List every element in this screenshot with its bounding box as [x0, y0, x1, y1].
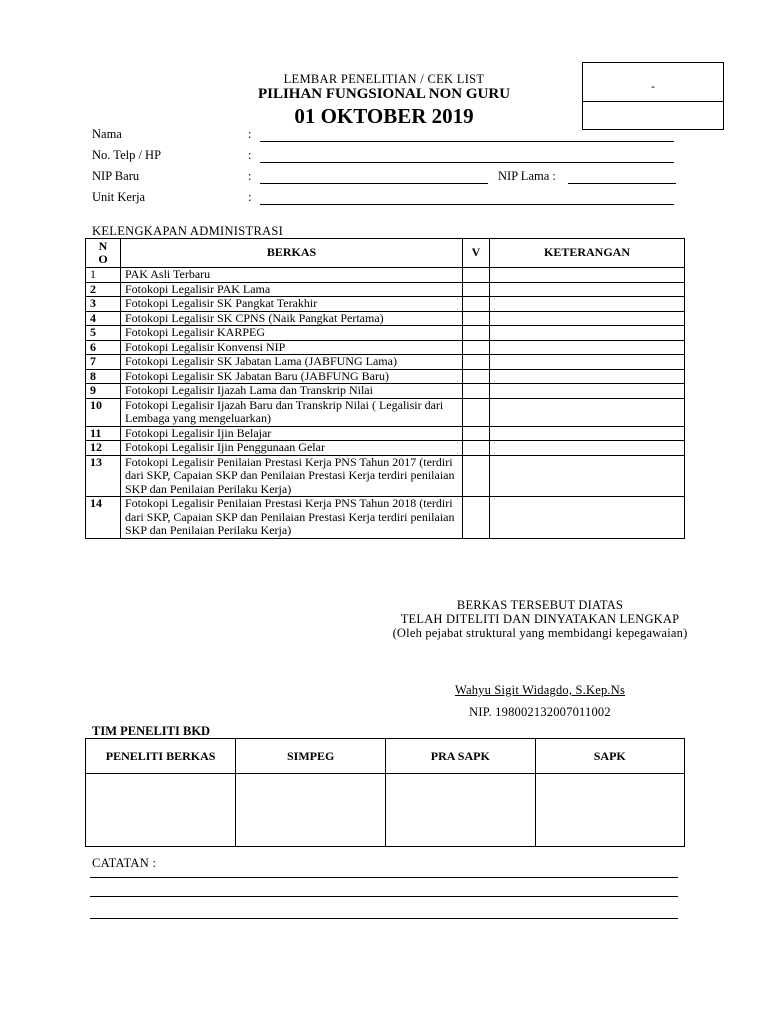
nip-lama-line[interactable] [568, 169, 676, 184]
row-berkas: Fotokopi Legalisir Konvensi NIP [121, 340, 463, 355]
field-unit-kerja[interactable] [92, 190, 692, 208]
row-keterangan-cell[interactable] [490, 455, 685, 497]
team-col-peneliti: PENELITI BERKAS [86, 739, 236, 774]
checklist-table [85, 238, 685, 539]
row-keterangan-cell[interactable] [490, 384, 685, 399]
row-keterangan-cell[interactable] [490, 311, 685, 326]
row-check-cell[interactable] [463, 326, 490, 341]
field-telp-label: No. Telp / HP [92, 148, 162, 162]
row-berkas: Fotokopi Legalisir PAK Lama [121, 282, 463, 297]
team-col-prasapk: PRA SAPK [386, 739, 535, 774]
row-no: 10 [86, 398, 121, 426]
row-check-cell[interactable] [463, 297, 490, 312]
row-keterangan-cell[interactable] [490, 340, 685, 355]
field-nip-baru[interactable] [92, 169, 692, 187]
row-no: 11 [86, 426, 121, 441]
row-check-cell[interactable] [463, 311, 490, 326]
field-colon: : [248, 169, 252, 183]
row-keterangan-cell[interactable] [490, 398, 685, 426]
code-box-value: - [583, 63, 723, 102]
notes-line[interactable] [90, 877, 678, 878]
row-check-cell[interactable] [463, 441, 490, 456]
row-berkas: Fotokopi Legalisir KARPEG [121, 326, 463, 341]
row-check-cell[interactable] [463, 426, 490, 441]
row-keterangan-cell[interactable] [490, 297, 685, 312]
row-no: 5 [86, 326, 121, 341]
table-row [86, 497, 685, 539]
section-title: KELENGKAPAN ADMINISTRASI [92, 224, 284, 238]
field-unit-kerja-label: Unit Kerja [92, 190, 146, 204]
row-keterangan-cell[interactable] [490, 282, 685, 297]
table-row [86, 268, 685, 283]
row-berkas: Fotokopi Legalisir Ijazah Lama dan Transkrip Nilai [121, 384, 463, 399]
row-berkas: Fotokopi Legalisir SK Jabatan Lama (JABFUNG Lama) [121, 355, 463, 370]
team-title: TIM PENELITI BKD [92, 724, 211, 738]
header-berkas: BERKAS [121, 239, 463, 268]
field-colon: : [248, 190, 252, 204]
row-berkas: Fotokopi Legalisir SK CPNS (Naik Pangkat Pertama) [121, 311, 463, 326]
team-col-simpeg: SIMPEG [236, 739, 386, 774]
team-sign-row [86, 774, 685, 847]
field-colon: : [248, 127, 252, 141]
table-row [86, 426, 685, 441]
row-keterangan-cell[interactable] [490, 355, 685, 370]
row-berkas: Fotokopi Legalisir SK Jabatan Baru (JABFUNG Baru) [121, 369, 463, 384]
team-sign-simpeg[interactable] [236, 774, 386, 847]
row-berkas: Fotokopi Legalisir Ijin Penggunaan Gelar [121, 441, 463, 456]
nama-line[interactable] [260, 127, 674, 142]
team-table [85, 738, 685, 847]
row-no: 6 [86, 340, 121, 355]
form-date: 01 OKTOBER 2019 [294, 104, 474, 128]
signer-name: Wahyu Sigit Widagdo, S.Kep.Ns [454, 683, 626, 697]
row-no: 12 [86, 441, 121, 456]
row-keterangan-cell[interactable] [490, 369, 685, 384]
statement-line-1: BERKAS TERSEBUT DIATAS [456, 598, 624, 612]
row-check-cell[interactable] [463, 384, 490, 399]
form-subtitle: LEMBAR PENELITIAN / CEK LIST [283, 72, 485, 86]
row-check-cell[interactable] [463, 355, 490, 370]
table-row [86, 311, 685, 326]
table-row [86, 282, 685, 297]
table-row [86, 297, 685, 312]
field-nip-baru-label: NIP Baru [92, 169, 140, 183]
row-no: 9 [86, 384, 121, 399]
row-keterangan-cell[interactable] [490, 497, 685, 539]
field-colon: : [248, 148, 252, 162]
row-berkas: Fotokopi Legalisir SK Pangkat Terakhir [121, 297, 463, 312]
table-row [86, 326, 685, 341]
header-no: N O [86, 239, 121, 268]
table-row [86, 355, 685, 370]
signer-nip: NIP. 198002132007011002 [469, 705, 611, 719]
nip-baru-line[interactable] [260, 169, 488, 184]
unit-kerja-line[interactable] [260, 190, 674, 205]
statement-line-3: (Oleh pejabat struktural yang membidangi kepegawaian) [392, 626, 688, 640]
notes-line[interactable] [90, 896, 678, 897]
row-berkas: Fotokopi Legalisir Ijin Belajar [121, 426, 463, 441]
table-row [86, 441, 685, 456]
row-check-cell[interactable] [463, 455, 490, 497]
row-berkas: Fotokopi Legalisir Penilaian Prestasi Kerja PNS Tahun 2017 (terdiri dari SKP, Capaian SKP dan Penilaian Prestasi Kerja terdiri penilaian SKP dan Penilaian Perilaku Kerja) [121, 455, 463, 497]
team-col-sapk: SAPK [535, 739, 684, 774]
table-row [86, 384, 685, 399]
row-check-cell[interactable] [463, 268, 490, 283]
field-telp[interactable] [92, 148, 692, 166]
notes-line[interactable] [90, 918, 678, 919]
row-keterangan-cell[interactable] [490, 326, 685, 341]
row-berkas: Fotokopi Legalisir Penilaian Prestasi Kerja PNS Tahun 2018 (terdiri dari SKP, Capaian SKP dan Penilaian Prestasi Kerja terdiri penilaian SKP dan Penilaian Perilaku Kerja) [121, 497, 463, 539]
row-no: 3 [86, 297, 121, 312]
header-keterangan: KETERANGAN [490, 239, 685, 268]
telp-line[interactable] [260, 148, 674, 163]
row-no: 4 [86, 311, 121, 326]
team-sign-sapk[interactable] [535, 774, 684, 847]
row-no: 7 [86, 355, 121, 370]
team-header-row [86, 739, 685, 774]
row-no: 13 [86, 455, 121, 497]
row-keterangan-cell[interactable] [490, 441, 685, 456]
row-keterangan-cell[interactable] [490, 268, 685, 283]
row-check-cell[interactable] [463, 282, 490, 297]
row-keterangan-cell[interactable] [490, 426, 685, 441]
notes-label: CATATAN : [92, 856, 157, 870]
row-berkas: PAK Asli Terbaru [121, 268, 463, 283]
row-check-cell[interactable] [463, 369, 490, 384]
table-row [86, 340, 685, 355]
table-row [86, 369, 685, 384]
table-row [86, 455, 685, 497]
field-nip-lama-label: NIP Lama : [498, 169, 556, 183]
statement-line-2: TELAH DITELITI DAN DINYATAKAN LENGKAP [400, 612, 680, 626]
row-no: 8 [86, 369, 121, 384]
row-berkas: Fotokopi Legalisir Ijazah Baru dan Transkrip Nilai ( Legalisir dari Lembaga yang mengeluarkan) [121, 398, 463, 426]
row-check-cell[interactable] [463, 497, 490, 539]
row-no: 2 [86, 282, 121, 297]
table-header-row [86, 239, 685, 268]
row-no: 14 [86, 497, 121, 539]
team-sign-peneliti[interactable] [86, 774, 236, 847]
field-nama[interactable] [92, 127, 692, 145]
team-sign-prasapk[interactable] [386, 774, 535, 847]
field-nama-label: Nama [92, 127, 122, 141]
row-no: 1 [86, 268, 121, 283]
table-row [86, 398, 685, 426]
row-check-cell[interactable] [463, 398, 490, 426]
form-title: PILIHAN FUNGSIONAL NON GURU [257, 86, 511, 102]
row-check-cell[interactable] [463, 340, 490, 355]
header-v: V [463, 239, 490, 268]
